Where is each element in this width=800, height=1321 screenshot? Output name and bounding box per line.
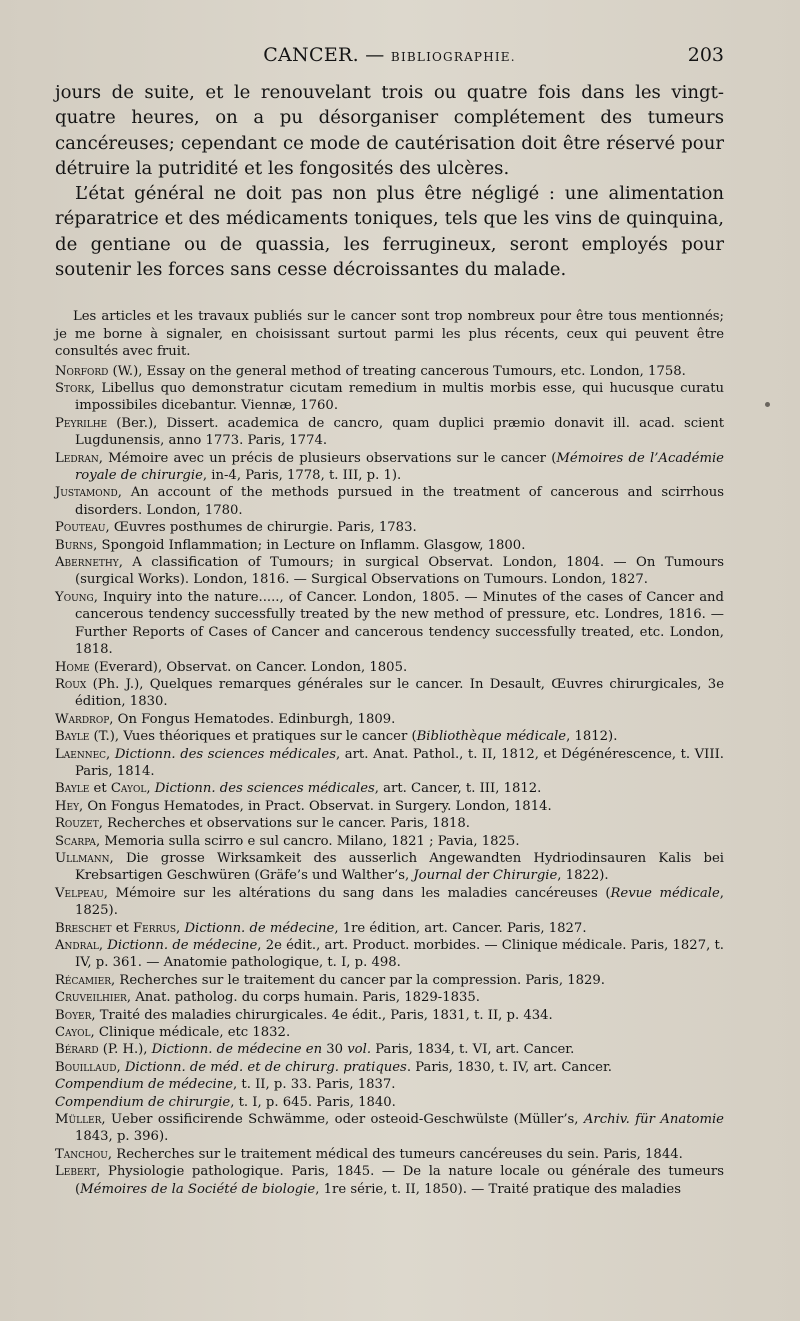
entry-text: , Inquiry into the nature....., of Cancer. London, 1805. — Minutes of the cases of Cancer and cancerous tendency successfully treated by the new method of pressure, etc. Londres, 1816. — Further Reports of Cases of Cancer and cancerous tendency successfully treated, etc. London, 1818.: [75, 589, 724, 658]
entry-author: Rouzet: [55, 816, 99, 832]
entry-author: Pouteau: [55, 520, 106, 536]
bibliography-entry: [55, 1007, 724, 1024]
entry-title-italic: Archiv. für Anatomie: [583, 1112, 724, 1128]
bibliography-entry: [55, 780, 724, 797]
entry-text: Ferrus: [133, 920, 177, 936]
entry-author: Scarpa: [55, 833, 96, 849]
entry-text: (T.), Vues théoriques et pratiques sur le cancer (: [89, 729, 417, 745]
entry-text: Cayol: [110, 781, 147, 797]
entry-text: , 1822).: [557, 868, 609, 884]
entry-author: Hey: [55, 798, 80, 814]
page-number: 203: [687, 44, 724, 66]
entry-author: Cayol: [55, 1025, 91, 1041]
entry-author: Bouillaud: [55, 1059, 117, 1075]
entry-text: , Spongoid Inflammation; in Lecture on Inflamm. Glasgow, 1800.: [93, 537, 526, 553]
entry-text: , Libellus quo demonstratur cicutam remedium in multis morbis esse, qui hucusque curatu impossibiles dicebantur. Viennæ, 1760.: [75, 381, 724, 414]
entry-text: , 1re série, t. II, 1850). — Traité pratique des maladies: [315, 1181, 681, 1197]
bibliography-entry: [55, 850, 724, 885]
bibliography-entries: [55, 363, 724, 1199]
bibliography-entry: [55, 972, 724, 989]
entry-author: Norford: [55, 363, 109, 379]
entry-text: , 1825).: [75, 885, 724, 919]
entry-title-italic: Dictionn. de médecine: [107, 938, 258, 953]
bibliography-entry: [55, 1111, 724, 1146]
entry-author: Andral: [55, 938, 99, 953]
entry-title-italic: Mémoires de l’Académie royale de chirurgie: [75, 450, 724, 484]
entry-text: , 1812).: [566, 729, 618, 745]
entry-author: Laennec: [55, 746, 107, 762]
bibliography-entry: [55, 1146, 724, 1163]
bibliography-entry: [55, 920, 724, 937]
entry-text: , On Fongus Hematodes, in Pract. Observat. in Surgery. London, 1814.: [79, 798, 552, 814]
entry-text: , Die grosse Wirksamkeit des ausserlich Angewandten Hydriodinsauren Kalis bei Krebsartigen Geschwüren (Gräfe’s und Walther’s,: [75, 850, 724, 884]
bibliography-entry: [55, 676, 724, 711]
entry-text: (P. H.),: [98, 1042, 152, 1058]
header-title: CANCER. —: [263, 44, 391, 66]
entry-text: (Ph. J.), Quelques remarques générales sur le cancer. In Desault, Œuvres chirurgicales, 3e édition, 1830.: [75, 676, 724, 710]
bibliography-entry: [55, 711, 724, 728]
entry-text: ,: [176, 920, 185, 936]
entry-title-italic: Bibliothèque médicale: [416, 729, 567, 745]
bibliography-entry: [55, 728, 724, 745]
entry-text: , Physiologie pathologique. Paris, 1845. — De la nature locale ou générale des tumeurs (: [75, 1164, 724, 1197]
entry-text: , Mémoire sur les altérations du sang dans les maladies cancéreuses (: [103, 885, 611, 901]
entry-title-italic: Dictionn. de médecine: [184, 920, 335, 936]
bibliography-entry: [55, 746, 724, 781]
bibliography-entry: [55, 659, 724, 676]
entry-author: Stork: [55, 381, 91, 396]
bibliography-entry: [55, 815, 724, 832]
entry-text: , Recherches sur le traitement du cancer par la compression. Paris, 1829.: [111, 972, 605, 988]
bibliography-intro: Les articles et les travaux publiés sur le cancer sont trop nombreux pour être tous mentionnés; je me borne à signaler, en choisissant surtout parmi les plus récents, ceux qui peuvent être consultés avec fruit.: [55, 309, 724, 360]
entry-text: , Œuvres posthumes de chirurgie. Paris, 1783.: [105, 520, 417, 536]
entry-text: , t. II, p. 33. Paris, 1837.: [233, 1077, 396, 1093]
entry-text: , t. I, p. 645. Paris, 1840.: [230, 1094, 396, 1110]
entry-text: et: [111, 920, 134, 936]
entry-author: Bérard: [55, 1042, 99, 1058]
entry-title-italic: vol.: [347, 1042, 372, 1058]
bibliography-entry: [55, 484, 724, 519]
paragraph: jours de suite, et le renouvelant trois ou quatre fois dans les vingt-quatre heures, on a pu désorganiser complétement des tumeurs cancéreuses; cependant ce mode de cautérisation doit être réservé pour détruire la putridité et les fongosités des ulcères.: [55, 82, 724, 179]
bibliography-entry: [55, 363, 724, 380]
entry-title-italic: Revue médicale: [610, 885, 720, 901]
entry-author: Justamond: [55, 485, 118, 501]
entry-author: Cruveilhier: [55, 990, 127, 1006]
paragraph: L’état général ne doit pas non plus être négligé : une alimentation réparatrice et des médicaments toniques, tels que les vins de quinquina, de gentiane ou de quassia, les ferrugineux, seront employés pour soutenir les forces sans cesse décroissantes du malade.: [55, 183, 724, 281]
entry-author: Velpeau: [55, 885, 104, 901]
entry-author: Burns: [55, 537, 94, 553]
entry-title-italic: Dictionn. des sciences médicales: [154, 781, 375, 797]
header-subtitle: BIBLIOGRAPHIE.: [390, 50, 516, 64]
entry-text: , A classification of Tumours; in surgical Observat. London, 1804. — On Tumours (surgical Works). London, 1816. — Surgical Observations on Tumours. London, 1827.: [75, 555, 724, 588]
entry-text: , Mémoire avec un précis de plusieurs observations sur le cancer (: [98, 450, 557, 466]
entry-text: , Clinique médicale, etc 1832.: [90, 1025, 291, 1041]
entry-text: , art. Anat. Pathol., t. II, 1812, et Dégénérescence, t. VIII. Paris, 1814.: [75, 746, 724, 779]
entry-title-italic: Journal der Chirurgie: [413, 868, 558, 884]
entry-title-italic: Compendium de chirurgie: [55, 1094, 231, 1110]
entry-text: ,: [98, 938, 108, 953]
entry-author: Lebert: [55, 1164, 97, 1180]
entry-author: Abernethy: [55, 555, 119, 571]
entry-text: , Traité des maladies chirurgicales. 4e édit., Paris, 1831, t. II, p. 434.: [91, 1007, 553, 1023]
entry-text: 1843, p. 396).: [75, 1129, 169, 1145]
entry-text: . Paris, 1830, t. IV, art. Cancer.: [406, 1059, 612, 1075]
entry-author: Ledran: [55, 450, 99, 466]
entry-title-italic: Dictionn. de méd. et de chirurg. pratiques: [124, 1059, 407, 1075]
entry-text: , An account of the methods pursued in the treatment of cancerous and scirrhous disorders. London, 1780.: [75, 485, 724, 518]
entry-text: , 1re édition, art. Cancer. Paris, 1827.: [334, 920, 587, 936]
entry-title-italic: Compendium de médecine: [55, 1077, 234, 1093]
entry-text: , Anat. patholog. du corps humain. Paris, 1829-1835.: [126, 990, 480, 1006]
entry-author: Ullmann: [55, 850, 110, 866]
entry-text: 30: [322, 1042, 348, 1058]
bibliography-entry: [55, 798, 724, 815]
bibliography-entry: [55, 885, 724, 920]
bibliography-entry: [55, 1163, 724, 1198]
entry-text: , Ueber ossificirende Schwämme, oder osteoid-Geschwülste (Müller’s,: [101, 1112, 584, 1128]
entry-text: , Memoria sulla scirro e sul cancro. Milano, 1821 ; Pavia, 1825.: [95, 833, 520, 849]
running-header: [55, 44, 724, 74]
entry-text: ,: [106, 746, 115, 762]
entry-author: Home: [55, 659, 90, 675]
entry-author: Young: [55, 589, 94, 605]
entry-text: Paris, 1834, t. VI, art. Cancer.: [371, 1042, 575, 1058]
bibliography-entry: [55, 1024, 724, 1041]
bibliography-entry: [55, 537, 724, 554]
entry-author: Peyrilhe: [55, 415, 108, 431]
main-text: [55, 80, 724, 282]
bibliography-entry: [55, 1041, 724, 1058]
entry-author: Müller: [55, 1112, 102, 1128]
entry-title-italic: Dictionn. de médecine en: [151, 1042, 323, 1058]
bibliography-entry: [55, 1094, 724, 1111]
entry-text: ,: [116, 1059, 125, 1075]
entry-text: , Recherches et observations sur le cancer. Paris, 1818.: [98, 816, 470, 832]
entry-text: , On Fongus Hematodes. Edinburgh, 1809.: [109, 711, 396, 727]
bibliography-entry: [55, 589, 724, 659]
entry-text: , in-4, Paris, 1778, t. III, p. 1).: [202, 468, 402, 484]
entry-author: Récamier: [55, 972, 112, 988]
entry-author: Bayle: [55, 781, 90, 797]
entry-text: , Recherches sur le traitement médical des tumeurs cancéreuses du sein. Paris, 1844.: [107, 1146, 683, 1162]
entry-text: , 2e édit., art. Product. morbides. — Clinique médicale. Paris, 1827, t. IV, p. 361. — Anatomie pathologique, t. I, p. 498.: [75, 938, 724, 971]
entry-author: Bayle: [55, 729, 90, 745]
bibliography-entry: [55, 554, 724, 589]
bibliography-entry: [55, 1059, 724, 1076]
bibliography-entry: [55, 1076, 724, 1093]
bibliography-entry: [55, 989, 724, 1006]
entry-text: , art. Cancer, t. III, 1812.: [374, 781, 542, 797]
entry-text: (Ber.), Dissert. academica de cancro, quam duplici præmio donavit ill. acad. scient Lugdunensis, anno 1773. Paris, 1774.: [75, 415, 724, 449]
entry-author: Breschet: [55, 920, 112, 936]
entry-text: et: [89, 781, 111, 797]
ink-speck: [765, 402, 770, 407]
bibliography-entry: [55, 519, 724, 536]
entry-author: Tanchou: [55, 1146, 108, 1162]
entry-author: Boyer: [55, 1007, 92, 1023]
entry-text: (Everard), Observat. on Cancer. London, 1805.: [89, 659, 408, 675]
bibliography-entry: [55, 380, 724, 415]
bibliography-entry: [55, 415, 724, 450]
bibliography: [55, 308, 724, 1198]
entry-title-italic: Mémoires de la Société de biologie: [80, 1181, 316, 1197]
entry-title-italic: Dictionn. des sciences médicales: [114, 746, 336, 762]
entry-author: Wardrop: [55, 711, 110, 727]
bibliography-entry: [55, 450, 724, 485]
bibliography-entry: [55, 833, 724, 850]
entry-text: (W.), Essay on the general method of treating cancerous Tumours, etc. London, 1758.: [108, 363, 686, 379]
entry-author: Roux: [55, 676, 87, 692]
entry-text: ,: [146, 781, 155, 797]
bibliography-entry: [55, 937, 724, 972]
